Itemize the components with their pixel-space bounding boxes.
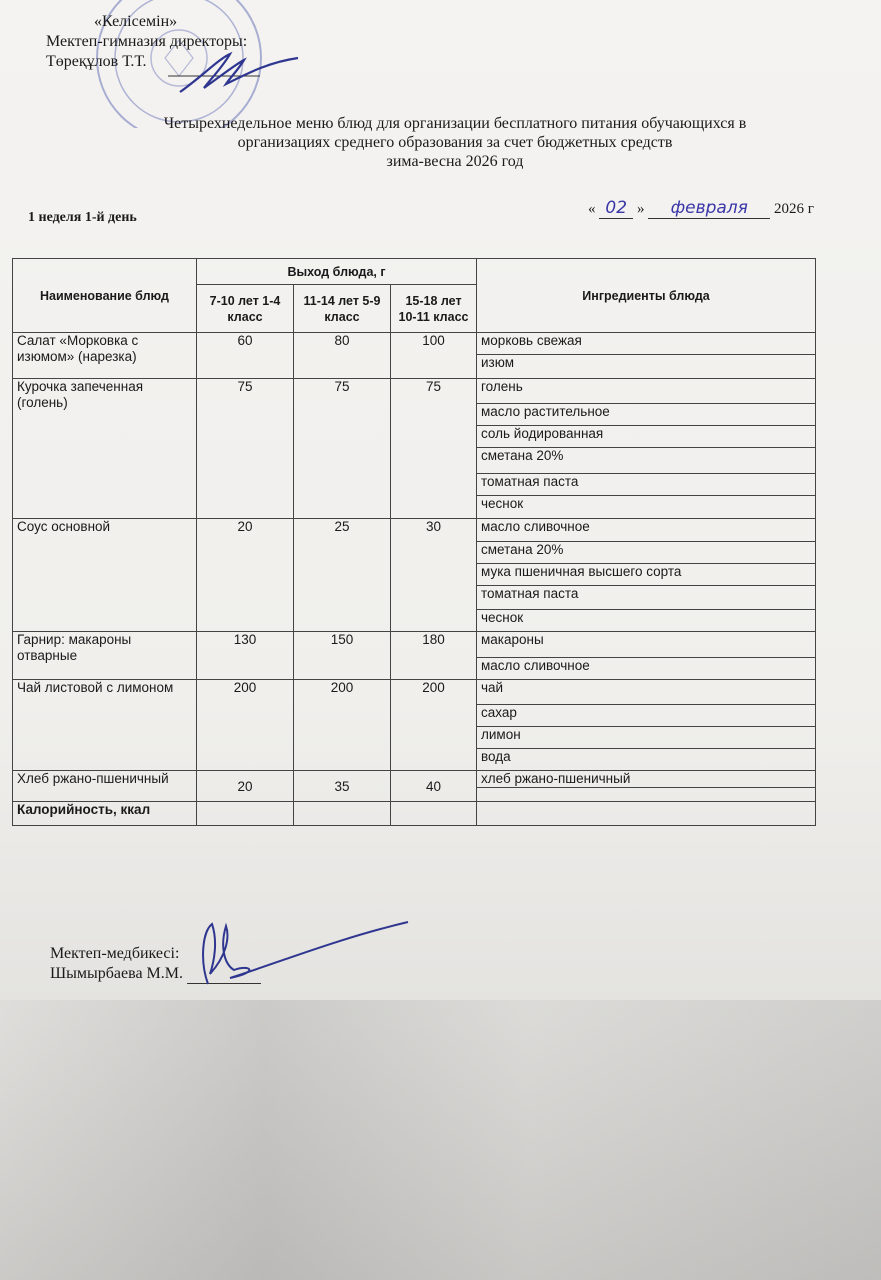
header-age-2: 11-14 лет 5-9 класс	[294, 285, 391, 333]
ingredient: макароны	[477, 632, 816, 658]
ingredient: вода	[477, 749, 816, 771]
grams-age-3: 75	[391, 379, 477, 519]
ingredient: масло растительное	[477, 404, 816, 426]
grams-age-2: 35	[294, 771, 391, 802]
header-dish: Наименование блюд	[13, 259, 197, 333]
ingredient: масло сливочное	[477, 658, 816, 680]
title-line-2: организациях среднего образования за счет бюджетных средств	[237, 134, 673, 151]
dish-name: Чай листовой с лимоном	[13, 680, 197, 771]
ingredient: сметана 20%	[477, 542, 816, 564]
dish-name: Соус основной	[13, 519, 197, 632]
grams-age-3: 40	[391, 771, 477, 802]
ingredient: соль йодированная	[477, 426, 816, 448]
approval-position: Мектеп-гимназия директоры:	[46, 33, 248, 50]
grams-age-1: 75	[197, 379, 294, 519]
table-row	[13, 680, 816, 705]
table-row	[13, 333, 816, 355]
ingredient: чеснок	[477, 496, 816, 519]
dish-name: Гарнир: макароны отварные	[13, 632, 197, 680]
approval-name: Төреқұлов Т.Т.	[46, 53, 147, 70]
ingredient: чеснок	[477, 610, 816, 632]
ingredient: масло сливочное	[477, 519, 816, 542]
header-age-3: 15-18 лет 10-11 класс	[391, 285, 477, 333]
director-signature	[160, 48, 300, 98]
week-day-label: 1 неделя 1-й день	[28, 210, 137, 225]
calories-row	[13, 802, 816, 826]
ingredient: мука пшеничная высшего сорта	[477, 564, 816, 586]
grams-age-2: 150	[294, 632, 391, 680]
header-ingredients: Ингредиенты блюда	[477, 259, 816, 333]
table-row	[13, 519, 816, 542]
title-line-3: зима-весна 2026 год	[386, 153, 524, 170]
ingredient: чай	[477, 680, 816, 705]
ingredient: томатная паста	[477, 474, 816, 496]
grams-age-1: 20	[197, 519, 294, 632]
date-month: февраля	[670, 198, 748, 218]
grams-age-2: 75	[294, 379, 391, 519]
table-row	[13, 771, 816, 788]
ingredient: хлеб ржано-пшеничный	[477, 771, 816, 788]
ingredient: сахар	[477, 705, 816, 727]
nurse-position: Мектеп-медбикесі:	[50, 945, 180, 962]
grams-age-3: 200	[391, 680, 477, 771]
nurse-name: Шымырбаева М.М.	[50, 965, 184, 982]
table-row	[13, 632, 816, 658]
ingredient: томатная паста	[477, 586, 816, 610]
ingredient: изюм	[477, 355, 816, 379]
header-age-1: 7-10 лет 1-4 класс	[197, 285, 294, 333]
page-shadow	[0, 1000, 881, 1280]
dish-name: Курочка запеченная (голень)	[13, 379, 197, 519]
ingredient: голень	[477, 379, 816, 404]
grams-age-3: 100	[391, 333, 477, 379]
table-row	[13, 379, 816, 404]
grams-age-3: 180	[391, 632, 477, 680]
header-output: Выход блюда, г	[197, 259, 477, 285]
menu-table-body	[13, 333, 816, 802]
title-line-1: Четырехнедельное меню блюд для организации бесплатного питания обучающихся в	[163, 115, 747, 132]
date-close-quote: »	[637, 201, 645, 217]
nurse-signature	[190, 912, 410, 992]
calories-label: Калорийность, ккал	[13, 802, 197, 826]
approval-heading: «Келісемін»	[94, 13, 178, 30]
document-date	[588, 198, 814, 219]
grams-age-1: 130	[197, 632, 294, 680]
menu-table	[12, 258, 816, 826]
ingredient: лимон	[477, 727, 816, 749]
date-year: 2026 г	[774, 201, 814, 217]
grams-age-1: 200	[197, 680, 294, 771]
ingredient	[477, 788, 816, 802]
ingredient: сметана 20%	[477, 448, 816, 474]
grams-age-1: 20	[197, 771, 294, 802]
date-open-quote: «	[588, 201, 596, 217]
grams-age-3: 30	[391, 519, 477, 632]
grams-age-2: 25	[294, 519, 391, 632]
dish-name: Салат «Морковка с изюмом» (нарезка)	[13, 333, 197, 379]
grams-age-2: 80	[294, 333, 391, 379]
dish-name: Хлеб ржано-пшеничный	[13, 771, 197, 802]
ingredient: морковь свежая	[477, 333, 816, 355]
grams-age-2: 200	[294, 680, 391, 771]
date-day: 02	[605, 198, 628, 218]
document-title	[60, 114, 850, 171]
grams-age-1: 60	[197, 333, 294, 379]
